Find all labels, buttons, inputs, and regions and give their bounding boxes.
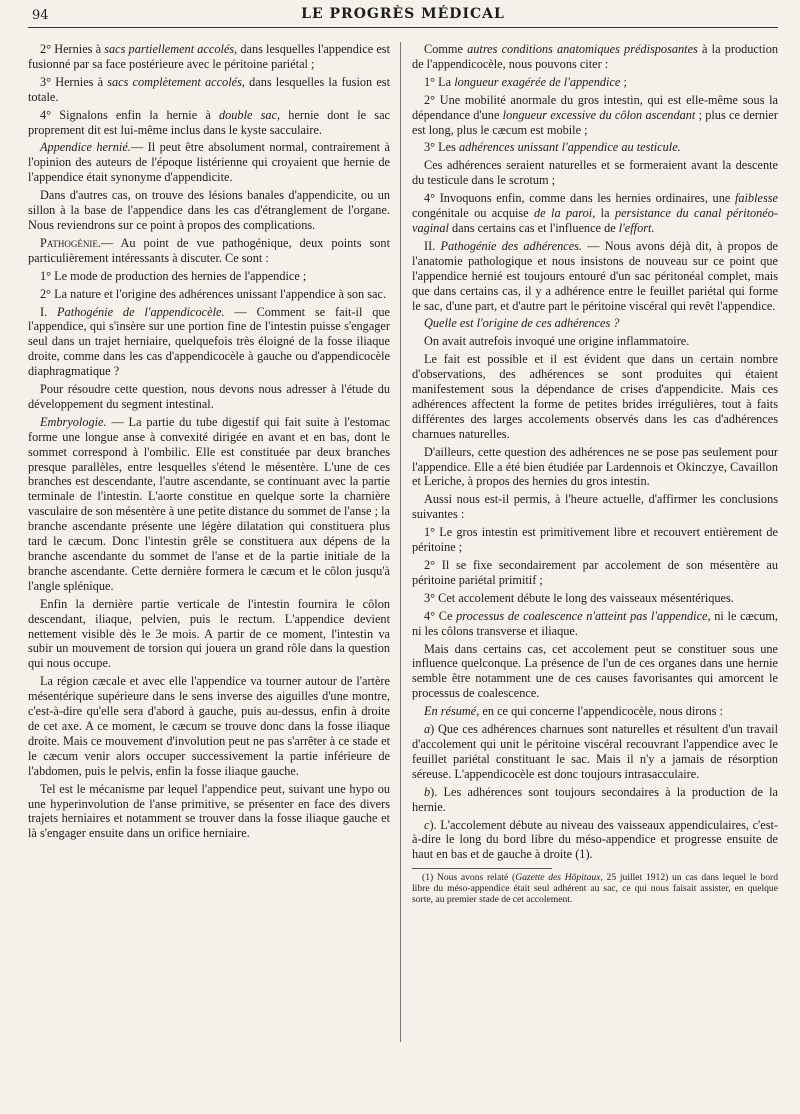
text-run: — Au point de vue pathogénique, deux points sont particulièrement intéressants à discuter. Ce sont : bbox=[28, 235, 390, 265]
text-run: 1° La bbox=[424, 74, 455, 89]
text-run: Aussi nous est-il permis, à l'heure actuelle, d'affirmer les conclusions suivantes : bbox=[412, 492, 778, 522]
text-run: b bbox=[424, 784, 431, 799]
text-run: — Comment se fait-il que l'appendice, qui s'insère sur une portion fine de l'intestin puisse s'engager seul dans un trajet herniaire, quelquefois très éloigné de la fosse iliaque droite, comme dans les cas d'appendicocèle à gauche ou d'appendicocèle diaphragmatique ? bbox=[28, 304, 390, 379]
text-run: — Nous avons déjà dit, à propos de l'anatomie pathologique et nous insistons de nouveau sur ce point que l'appendice hernié est toujours entouré d'un sac péritonéal complet, mais que dans certains cas, il y a adhérence entre le feuillet pariétal qui forme le sac, d'une part, et d'autre part le péritoine viscéral qui revêt l'appendice. bbox=[412, 238, 778, 313]
right-column bbox=[412, 42, 778, 908]
text-run: dans lesquelles la fusion est totale. bbox=[28, 74, 390, 104]
text-run: de la paroi, bbox=[534, 206, 596, 221]
text-run: ; plus ce dernier est long, plus le cæcum est mobile ; bbox=[412, 107, 778, 137]
text-run: II. bbox=[424, 238, 441, 253]
text-run: persistance du canal péritonéo-vaginal bbox=[412, 206, 778, 235]
paragraph bbox=[28, 415, 390, 594]
paragraph bbox=[412, 704, 778, 719]
text-run: Pour résoudre cette question, nous devons nous adresser à l'étude du développement du segment intestinal. bbox=[28, 382, 390, 411]
text-run: Embryologie. bbox=[40, 414, 107, 429]
text-run: hernie dont le sac proprement dit est lui-même inclus dans le kyste sacculaire. bbox=[28, 107, 390, 137]
page-header bbox=[28, 6, 778, 28]
paragraph bbox=[412, 239, 778, 314]
paragraph bbox=[412, 334, 778, 349]
paragraph bbox=[412, 93, 778, 138]
text-run: 2° La nature et l'origine des adhérences unissant l'appendice à son sac. bbox=[40, 286, 387, 301]
text-run: Mais dans certains cas, cet accolement peut se constituer sous une influence quelconque. La présence de l'un de ces organes dans une hernie semble être notamment une de ces causes favorisantes qui amorcent le processus de coalescence. bbox=[412, 641, 778, 701]
text-run: adhérences unissant l'appendice au testicule. bbox=[458, 140, 681, 155]
paragraph bbox=[412, 316, 778, 331]
text-run: 4° Invoquons enfin, comme dans les hernies ordinaires, une bbox=[424, 191, 735, 206]
paragraph bbox=[412, 191, 778, 236]
text-run: ) Que ces adhérences charnues sont naturelles et résultent d'un travail d'accolement qui unit le péritoine viscéral recouvrant l'appendice avec le feuillet pariétal constituant le sac. Mais il n'y a jamais de résorption séreuse. L'appendicocèle est donc toujours intrasacculaire. bbox=[412, 722, 778, 781]
paragraph bbox=[412, 445, 778, 490]
text-run: l'effort. bbox=[618, 220, 655, 235]
text-run: 25 juillet 1912) un cas dans lequel le bord libre du méso-appendice était seul adhérent au sac, ce qui nous faisait assister, en quelque sorte, au premier stade de cet accolement. bbox=[412, 872, 779, 906]
paragraph bbox=[412, 722, 778, 782]
text-run: Pathogénie des adhérences. bbox=[440, 238, 583, 253]
text-run: Comme bbox=[424, 42, 468, 56]
text-run: autres conditions anatomiques prédisposantes bbox=[467, 42, 698, 56]
paragraph bbox=[28, 140, 390, 185]
text-run: faiblesse bbox=[734, 191, 778, 206]
text-run: Gazette des Hôpitaux, bbox=[515, 872, 603, 884]
text-run: en ce qui concerne l'appendicocèle, nous dirons : bbox=[479, 704, 723, 719]
column-separator bbox=[400, 42, 401, 1042]
text-run: 3° Les bbox=[424, 140, 459, 155]
text-run: Dans d'autres cas, on trouve des lésions banales d'appendicite, ou un sillon à la base de l'appendice dans les cas d'étranglement de l'organe. Nous reviendrons sur ce point à propos des complications. bbox=[28, 188, 390, 232]
paragraph bbox=[28, 236, 390, 266]
paragraph bbox=[28, 674, 390, 778]
footnote-rule bbox=[412, 868, 552, 869]
paragraph bbox=[412, 785, 778, 815]
text-run: (1) Nous avons relaté ( bbox=[422, 872, 516, 884]
text-run: à la production de l'appendicocèle, nous pouvons citer : bbox=[412, 42, 778, 71]
text-run: Appendice hernié. bbox=[40, 140, 131, 155]
text-run: ; bbox=[620, 74, 627, 89]
text-run: 2° Hernies à bbox=[40, 42, 105, 56]
text-run: — La partie du tube digestif qui fait suite à l'estomac forme une longue anse à convexité dirigée en avant et en bas, dont le sommet correspond à l'ombilic. Elle est constituée par deux branches presque parallèles, entre lesquelles s'étend le mésentère. L'une de ces branches est descendante, l'autre ascendante, se continuant avec la partie terminale de l'intestin. L'aorte constitue en quelque sorte la charnière vasculaire de son mésentère à une petite distance du sommet de l'anse ; la branche ascendante présente une légère dilatation qui constituera plus tard le cæcum. Donc l'intestin grêle se constituera aux dépens de la branche ascendante du sommet de l'anse et de la partie initiale de la branche ascendante. Cette dernière formera le cæcum et le côlon jusqu'à l'angle splénique. bbox=[28, 414, 390, 593]
paragraph bbox=[412, 140, 778, 155]
journal-title: LE PROGRÈS MÉDICAL bbox=[301, 6, 505, 22]
text-run: D'ailleurs, cette question des adhérences ne se pose pas seulement pour l'appendice. Elle a été bien étudiée par Lardennois et Okinczye, Cavaillon et Leriche, à propos des hernies du gros intestin. bbox=[412, 444, 778, 489]
paragraph bbox=[412, 558, 778, 588]
paragraph bbox=[412, 525, 778, 555]
text-run: congénitale ou acquise bbox=[412, 206, 535, 221]
paragraph bbox=[412, 818, 778, 863]
paragraph bbox=[28, 269, 390, 284]
paragraph bbox=[28, 42, 390, 72]
text-run: longueur excessive du côlon ascendant bbox=[502, 107, 696, 122]
text-run: 3° Cet accolement débute le long des vaisseaux mésentériques. bbox=[424, 590, 734, 605]
text-run: Pathogénie. bbox=[40, 235, 101, 250]
left-column bbox=[28, 42, 390, 844]
text-run: 1° Le gros intestin est primitivement libre et recouvert entièrement de péritoine ; bbox=[412, 525, 778, 555]
text-run: 1° Le mode de production des hernies de l'appendice ; bbox=[40, 268, 307, 283]
text-run: dans lesquelles l'appendice est fusionné par sa face postérieure avec le péritoine pariétal ; bbox=[28, 42, 390, 71]
text-run: 3° Hernies à bbox=[40, 74, 108, 89]
text-run: — Il peut être absolument normal, contrairement à l'opinion des auteurs de l'époque listérienne qui croyaient que hernie de l'appendice était synonyme d'appendicite. bbox=[28, 140, 390, 185]
paragraph bbox=[28, 75, 390, 105]
text-run: Le fait est possible et il est évident que dans un certain nombre d'observations, des adhérences se sont produites qui étaient manifestement sous la dépendance de crises d'appendicite. Mais ces adhérences affectent la forme de petites brides irrégulières, tout à faits différentes des larges accolements observés dans les cas d'adhérences charnues naturelles. bbox=[412, 352, 778, 441]
text-run: dans certains cas et l'influence de bbox=[448, 220, 619, 235]
text-run: c bbox=[424, 817, 430, 832]
text-run: 2° Il se fixe secondairement par accolement de son mésentère au péritoine pariétal primitif ; bbox=[412, 558, 778, 587]
text-run: Tel est le mécanisme par lequel l'appendice peut, suivant une hypo ou une hyperinvolution de l'anse primitive, se présenter en face des divers trajets herniaires et notamment se trouver dans la fosse iliaque gauche et là s'engager ensuite dans un orifice herniaire. bbox=[28, 781, 390, 841]
paragraph bbox=[412, 352, 778, 441]
text-run: longueur exagérée de l'appendice bbox=[454, 74, 621, 89]
text-run: Pathogénie de l'appendicocèle. bbox=[57, 304, 225, 319]
text-run: la bbox=[595, 206, 615, 221]
text-run: Quelle est l'origine de ces adhérences ? bbox=[424, 316, 620, 331]
text-run: Enfin la dernière partie verticale de l'intestin fournira le côlon descendant, iliaque, pelvien, puis le rectum. L'appendice devient nettement visible dès le 3e mois. A partir de ce moment, l'intestin va subir un mouvement de torsion qui jouera un grand rôle dans la question qui nous occupe. bbox=[28, 596, 390, 671]
paragraph bbox=[412, 75, 778, 90]
page-number: 94 bbox=[32, 8, 49, 23]
text-run: I. bbox=[40, 304, 58, 319]
text-run: La région cæcale et avec elle l'appendice va tourner autour de l'artère mésentérique supérieure dans le sens inverse des aiguilles d'une montre, c'est-à-dire qu'elle sera d'abord à gauche, puis au-dessus, enfin à droite de cet axe. A ce moment, le cæcum se trouve donc dans la fosse iliaque droite. Mais ce mouvement d'involution peut ne pas s'arrêter à ce stade et le cæcum venir alors occuper successivement la partie inférieure de l'abdomen, puis le pelvis, enfin la fosse iliaque gauche. bbox=[28, 674, 390, 778]
paragraph bbox=[28, 188, 390, 233]
text-run: double sac, bbox=[218, 107, 281, 122]
text-run: 4° Ce bbox=[424, 608, 457, 623]
paragraph bbox=[28, 305, 390, 380]
paragraph bbox=[412, 609, 778, 639]
right-column-body bbox=[412, 42, 778, 862]
paragraph bbox=[412, 42, 778, 72]
paragraph bbox=[412, 492, 778, 522]
text-run: ). L'accolement débute au niveau des vaisseaux appendiculaires, c'est-à-dire le long du bord libre du méso-appendice et progresse ensuite de haut en bas et de gauche à droite (1). bbox=[412, 817, 778, 862]
text-run: Ces adhérences seraient naturelles et se formeraient avant la descente du testicule dans le scrotum ; bbox=[412, 158, 778, 188]
footnote bbox=[412, 872, 778, 905]
paragraph bbox=[412, 591, 778, 606]
paragraph bbox=[412, 642, 778, 702]
paragraph bbox=[28, 287, 390, 302]
header-rule bbox=[28, 27, 778, 28]
text-run: sacs complètement accolés, bbox=[107, 74, 245, 89]
paragraph bbox=[28, 108, 390, 138]
paragraph bbox=[28, 382, 390, 412]
text-run: ni le cæcum, ni les côlons transverse et iliaque. bbox=[412, 608, 779, 638]
text-run: En résumé, bbox=[424, 704, 480, 719]
text-run: ). Les adhérences sont toujours secondaires à la production de la hernie. bbox=[412, 784, 778, 814]
paragraph bbox=[28, 597, 390, 672]
text-run: a bbox=[424, 722, 431, 737]
text-run: processus de coalescence n'atteint pas l'appendice, bbox=[456, 608, 711, 623]
paragraph bbox=[412, 158, 778, 188]
text-run: 2° Une mobilité anormale du gros intestin, qui est elle-même sous la dépendance d'une bbox=[412, 92, 778, 122]
text-run: On avait autrefois invoqué une origine inflammatoire. bbox=[424, 334, 690, 349]
text-run: 4° Signalons enfin la hernie à bbox=[40, 107, 219, 122]
text-run: sacs partiellement accolés, bbox=[104, 42, 238, 56]
paragraph bbox=[28, 782, 390, 842]
